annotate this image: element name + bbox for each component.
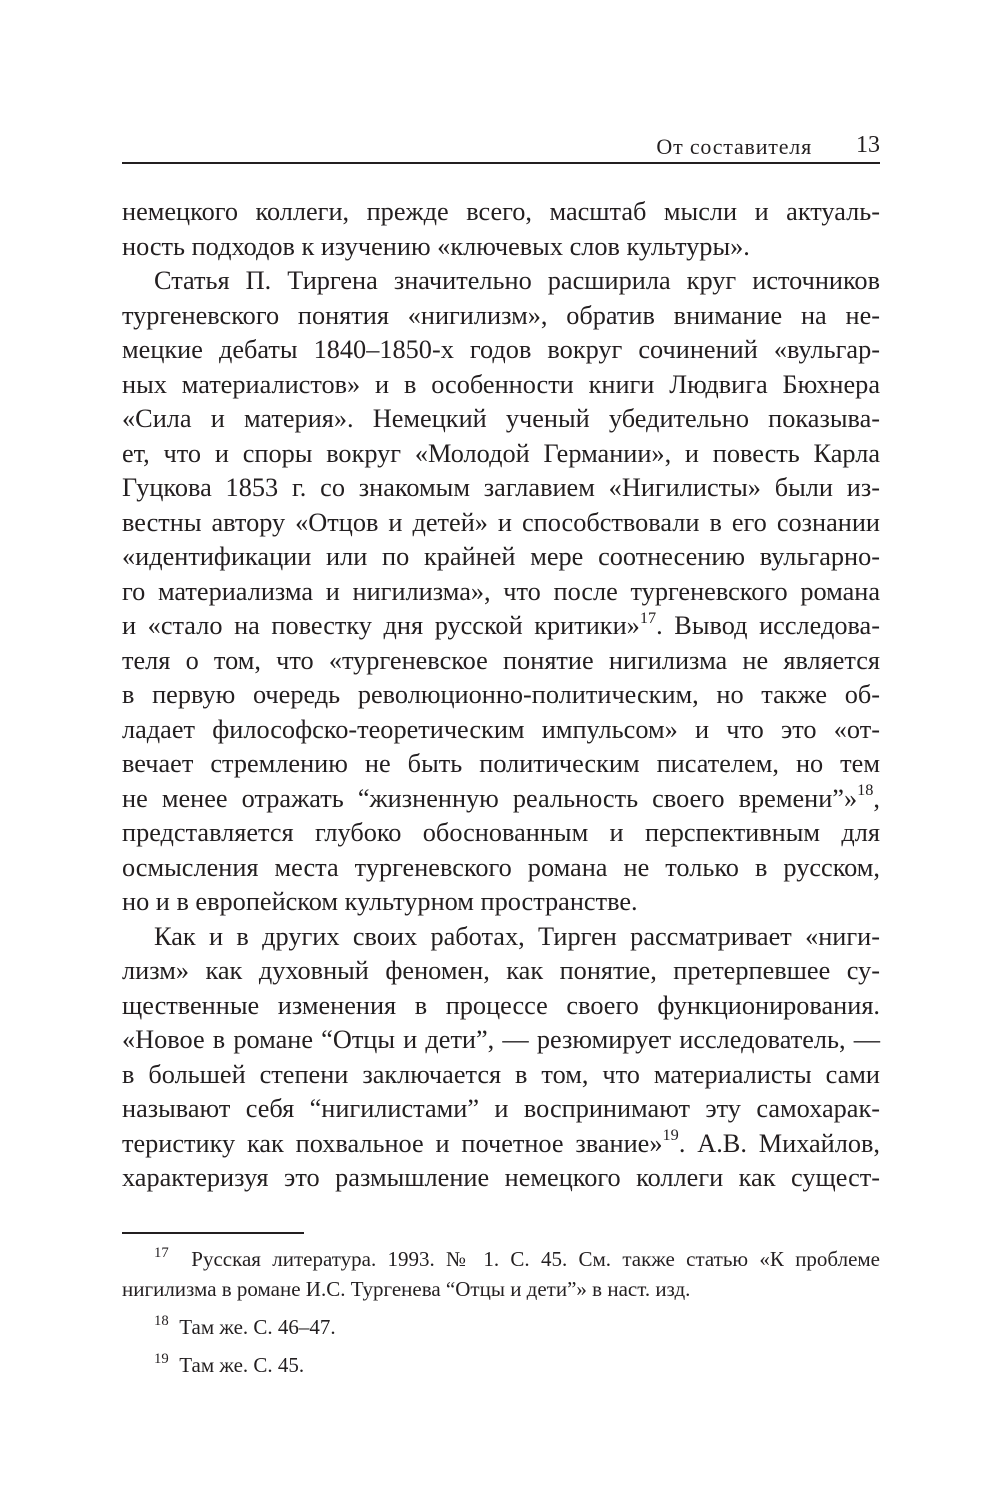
running-title: От составителя [656,134,812,159]
text-line: ладает философско-теоретическим импульсом» и что это «от- [122,714,880,744]
page-number: 13 [856,132,880,158]
text-line: го материализма и нигилизма», что после тургеневского романа [122,576,880,606]
text-line: называют себя “нигилистами” и воспринимают эту самохарак- [122,1094,880,1123]
footnote-text: Русская литература. 1993. № 1. С. 45. См. также статью «К проблеме [191,1247,880,1271]
text-line: ность подходов к изучению «ключевых слов культуры». [122,231,750,261]
text-line: в первую очередь революционно-политическим, но также об- [122,680,880,709]
text-line: вечает стремлению не быть политическим писателем, но тем [122,749,880,778]
text-line: Как и в других своих работах, Тирген рассматривает «ниги- [154,921,880,951]
text-line: лизм» как духовный феномен, как понятие, претерпевшее су- [122,956,880,985]
footnote-number: 17 [154,1244,169,1261]
text-line: в большей степени заключается в том, что материалисты сами [122,1059,880,1089]
footnote-ref-17[interactable]: 17 [639,607,657,627]
footnote-line [122,1312,880,1342]
text-line [122,1127,880,1162]
text-line: теля о том, что «тургеневское понятие нигилизма не является [122,645,880,675]
text-line: но и в европейском культурном пространстве. [122,887,638,916]
footnote-line [122,1244,880,1274]
footnote-separator [122,1232,304,1234]
running-header [122,132,880,164]
text-segment: теристику как похвальное и почетное звание» [122,1128,663,1158]
footnote-text: Там же. С. 46–47. [179,1315,336,1339]
text-line: тургеневского понятия «нигилизм», обратив внимание на не- [122,300,880,330]
text-segment: не менее отражать “жизненную реальность своего времени”» [122,783,858,813]
text-line: Статья П. Тиргена значительно расширила круг источников [154,266,880,295]
text-line: мецкие дебаты 1840–1850-х годов вокруг сочинений «вульгар- [122,335,880,364]
footnote-number: 18 [154,1312,169,1329]
text-line: характеризуя это размышление немецкого коллеги как сущест- [122,1163,880,1192]
text-line: «Новое в романе “Отцы и дети”, — резюмирует исследователь, — [122,1025,880,1054]
text-line: щественные изменения в процессе своего функционирования. [122,990,880,1020]
text-segment: . А.В. Михайлов, [678,1128,881,1158]
footnote-17 [122,1244,880,1304]
footnote-line [122,1350,880,1380]
text-line: ет, что и споры вокруг «Молодой Германии», и повесть Карла [122,438,880,468]
text-line: осмысления места тургеневского романа не только в русском, [122,852,880,882]
text-line: ных материалистов» и в особенности книги Людвига Бюхнера [122,369,880,399]
footnote-number: 19 [154,1350,169,1367]
footnote-ref-18[interactable]: 18 [857,780,874,800]
text-line: вестны автору «Отцов и детей» и способствовали в его сознании [122,507,880,537]
text-segment: , [873,783,880,813]
text-line [122,782,880,817]
body-text [122,195,880,1196]
footnote-19 [122,1350,880,1380]
text-line: представляется глубоко обоснованным и перспективным для [122,818,880,847]
footnote-text: Там же. С. 45. [179,1353,305,1377]
text-line [122,609,880,644]
footnote-line: нигилизма в романе И.С. Тургенева “Отцы и дети”» в наст. изд. [122,1277,691,1301]
text-segment: и «стало на повестку дня русской критики» [122,611,640,640]
footnotes [122,1244,880,1380]
text-line: «идентификации или по крайней мере соотнесению вульгарно- [122,542,880,571]
footnote-18 [122,1312,880,1342]
text-line: Гуцкова 1853 г. со знакомым заглавием «Нигилисты» были из- [122,473,880,502]
text-line: «Сила и материя». Немецкий ученый убедительно показыва- [122,404,880,433]
text-segment: . Вывод исследова- [656,611,880,640]
footnote-ref-19[interactable]: 19 [662,1125,679,1145]
text-line: немецкого коллеги, прежде всего, масштаб мысли и актуаль- [122,197,880,226]
